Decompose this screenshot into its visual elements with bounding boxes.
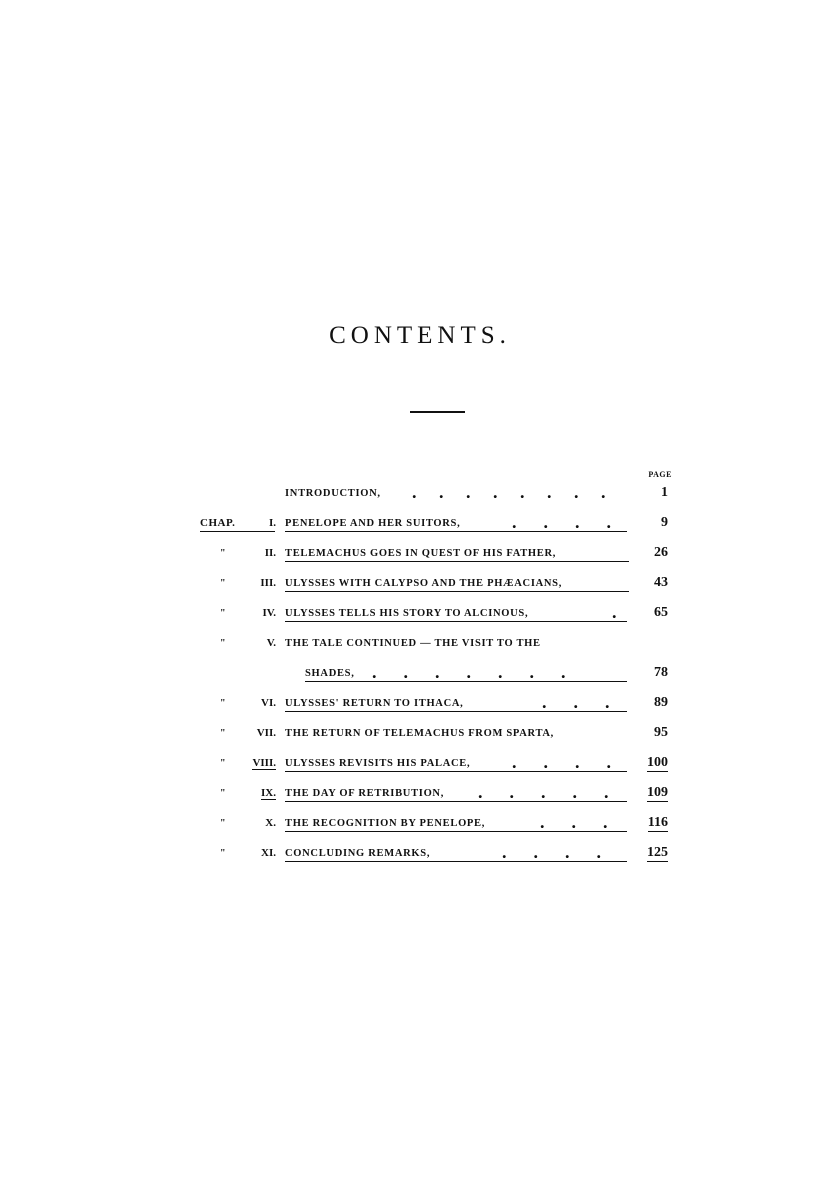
toc-page-number: 100 [647, 755, 668, 770]
toc-page-number: 89 [654, 695, 668, 710]
underline [285, 561, 629, 562]
chapter-numeral: III. [260, 577, 276, 589]
toc-entry-title: THE TALE CONTINUED — THE VISIT TO THE [285, 638, 541, 649]
chapter-numeral: IV. [262, 607, 276, 619]
leader-dots: . . . . . . . . [412, 482, 606, 502]
toc-entry-chapter-4[interactable] [0, 600, 840, 624]
underline [285, 831, 627, 832]
toc-page-number: 65 [654, 605, 668, 620]
toc-entry-chapter-8[interactable] [0, 750, 840, 774]
chapter-numeral: XI. [261, 847, 276, 859]
toc-entry-title: ULYSSES WITH CALYPSO AND THE PHÆACIANS, [285, 578, 563, 589]
ditto-mark: " [220, 818, 226, 829]
underline [285, 801, 627, 802]
ditto-mark: " [220, 608, 226, 619]
ditto-mark: " [220, 548, 226, 559]
toc-entry-chapter-2[interactable] [0, 540, 840, 564]
toc-page-number: 26 [654, 545, 668, 560]
toc-entry-chapter-7[interactable] [0, 720, 840, 744]
underline [285, 621, 627, 622]
chapter-numeral: I. [268, 517, 276, 529]
ditto-mark: " [220, 638, 226, 649]
toc-entry-introduction[interactable] [0, 480, 840, 504]
toc-entry-title: ULYSSES TELLS HIS STORY TO ALCINOUS, [285, 608, 529, 619]
chapter-label: CHAP. [200, 517, 236, 529]
page-column-header: PAGE [648, 470, 672, 479]
underline [285, 771, 627, 772]
leader-dots: . . . . [502, 842, 601, 862]
toc-entry-title: INTRODUCTION, [285, 488, 381, 499]
toc-entry-chapter-5[interactable] [0, 630, 840, 654]
toc-entry-title: TELEMACHUS GOES IN QUEST OF HIS FATHER, [285, 548, 557, 559]
toc-page-number: 78 [654, 665, 668, 680]
toc-entry-chapter-1[interactable] [0, 510, 840, 534]
chapter-numeral: X. [265, 817, 276, 829]
toc-page-number: 109 [647, 785, 668, 800]
chapter-numeral: VI. [261, 697, 276, 709]
toc-entry-chapter-3[interactable] [0, 570, 840, 594]
page-title: CONTENTS. [329, 322, 511, 349]
ditto-mark: " [220, 848, 226, 859]
toc-entry-chapter-6[interactable] [0, 690, 840, 714]
underline [200, 531, 275, 532]
toc-entry-title: THE DAY OF RETRIBUTION, [285, 788, 445, 799]
chapter-numeral: VII. [256, 727, 276, 739]
leader-dots: . . . [540, 812, 608, 832]
toc-entry-title: PENELOPE AND HER SUITORS, [285, 518, 461, 529]
chapter-numeral: II. [264, 547, 276, 559]
ditto-mark: " [220, 698, 226, 709]
ditto-mark: " [220, 758, 226, 769]
leader-dots: . [612, 602, 617, 622]
leader-dots: . . . [542, 692, 610, 712]
chapter-numeral: IX. [261, 787, 276, 799]
ditto-mark: " [220, 728, 226, 739]
leader-dots: . . . . . [478, 782, 609, 802]
toc-page-number: 116 [647, 815, 668, 830]
ditto-mark: " [220, 578, 226, 589]
toc-entry-title: ULYSSES' RETURN TO ITHACA, [285, 698, 464, 709]
toc-entry-title: ULYSSES REVISITS HIS PALACE, [285, 758, 471, 769]
ditto-mark: " [220, 788, 226, 799]
toc-entry-title: SHADES, [305, 668, 355, 679]
toc-page-number: 125 [647, 845, 668, 860]
chapter-numeral: V. [266, 637, 276, 649]
leader-dots: . . . . . . . [372, 662, 566, 682]
underline [285, 591, 629, 592]
toc-page-number: 43 [654, 575, 668, 590]
toc-entry-title: THE RETURN OF TELEMACHUS FROM SPARTA, [285, 728, 554, 739]
underline [285, 711, 627, 712]
toc-page-number: 9 [661, 515, 668, 530]
chapter-numeral: VIII. [252, 757, 276, 769]
toc-entry-chapter-11[interactable] [0, 840, 840, 864]
toc-page-number: 1 [661, 485, 668, 500]
toc-entry-title: CONCLUDING REMARKS, [285, 848, 431, 859]
leader-dots: . . . . [512, 752, 611, 772]
title-divider [410, 411, 465, 413]
toc-entry-chapter-10[interactable] [0, 810, 840, 834]
underline [285, 861, 627, 862]
toc-entry-continuation[interactable] [0, 660, 840, 684]
toc-entry-title: THE RECOGNITION BY PENELOPE, [285, 818, 486, 829]
underline [285, 531, 627, 532]
toc-entry-chapter-9[interactable] [0, 780, 840, 804]
underline [305, 681, 627, 682]
leader-dots: . . . . [512, 512, 611, 532]
toc-page-number: 95 [654, 725, 668, 740]
